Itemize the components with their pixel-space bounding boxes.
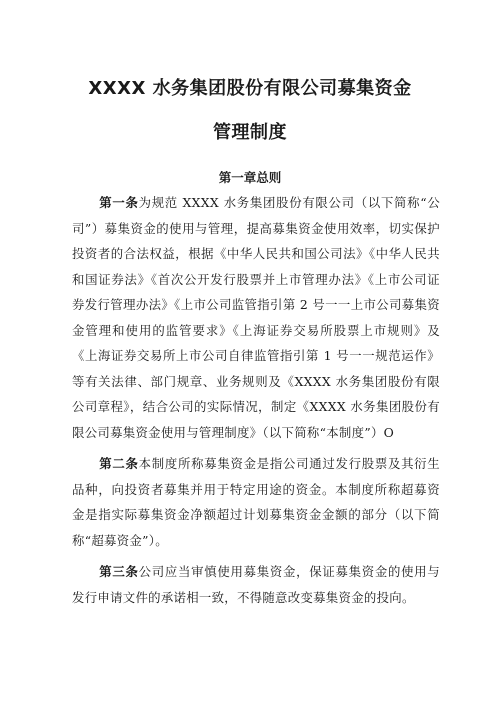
article-3-text: 公司应当审慎使用募集资金，保证募集资金的使用与发行申请文件的承诺相一致，不得随意改变募集资金的投向。	[72, 564, 440, 605]
document-title-line-2: 管理制度	[213, 122, 287, 143]
document-body	[72, 190, 440, 616]
article-1-text: 为规范 XXXX 水务集团股份有限公司（以下简称“公司”）募集资金的使用与管理，提高募集资金使用效率，切实保护投资者的合法权益，根据《中华人民共和国公司法》《中华人民共和国证券法》《首次公开发行股票并上市管理办法》《上市公司证券发行管理办法》《上市公司监管指引第 2 号一一上市公司募集资金管理和使用的监管要求》《上海证券交易所股票上市规则》及《上海证券交易所上市公司自律监管指引第 1 号一一规范运作》等有关法律、部门规章、业务规则及《XXXX 水务集团股份有限公司章程》，结合公司的实际情况，制定《XXXX 水务集团股份有限公司募集资金使用与管理制度》（以下简称“本制度”）O	[72, 195, 441, 440]
article-3-label: 第三条	[99, 564, 139, 579]
article-2	[72, 451, 440, 553]
chapter-heading: 第一章总则	[218, 170, 282, 185]
article-2-text: 本制度所称募集资金是指公司通过发行股票及其衍生品种，向投资者募集并用于特定用途的资金。本制度所称超募资金是指实际募集资金净额超过计划募集资金金额的部分（以下简称“超募资金”）。	[72, 456, 440, 548]
document-title-line-1: XXXX 水务集团股份有限公司募集资金	[88, 78, 412, 99]
article-1	[72, 190, 440, 445]
article-2-label: 第二条	[99, 456, 139, 471]
article-3	[72, 559, 440, 610]
article-1-label: 第一条	[99, 195, 139, 210]
